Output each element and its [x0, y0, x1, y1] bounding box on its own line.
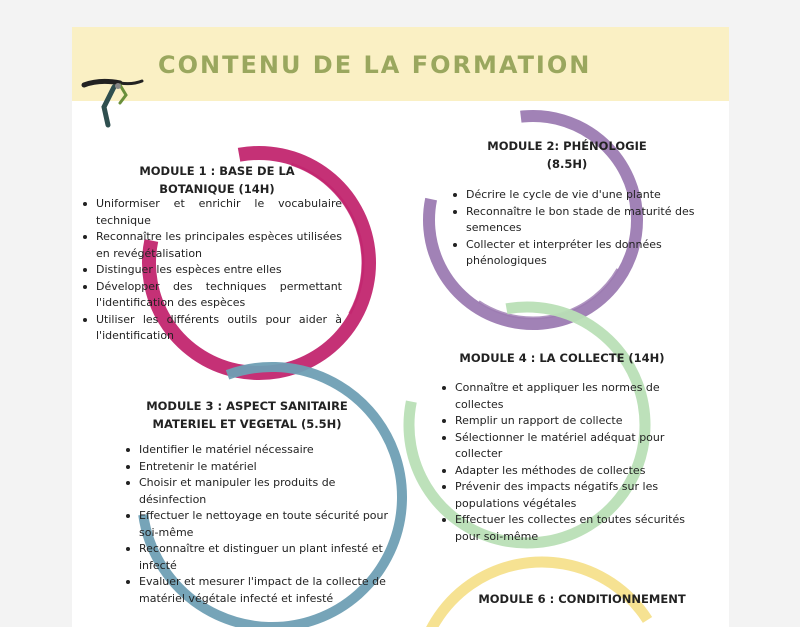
list-item: Evaluer et mesurer l'impact de la collecte de matériel végétale infecté et infesté	[125, 574, 405, 607]
list-item: Développer des techniques permettant l'identification des espèces	[82, 279, 342, 312]
module2-title: MODULE 2: PHÉNOLOGIE (8.5H)	[487, 139, 647, 171]
list-item: Remplir un rapport de collecte	[441, 413, 711, 430]
module4-list	[441, 380, 711, 545]
list-item: Décrire le cycle de vie d'une plante	[452, 187, 697, 204]
list-item: Utiliser les différents outils pour aider à l'identification	[82, 312, 342, 345]
module3-title: MODULE 3 : ASPECT SANITAIRE MATERIEL ET VEGETAL (5.5H)	[146, 399, 348, 431]
module6-title: MODULE 6 : CONDITIONNEMENT	[478, 592, 686, 606]
list-item: Uniformiser et enrichir le vocabulaire technique	[82, 196, 342, 229]
module2-list	[452, 187, 697, 270]
list-item: Connaître et appliquer les normes de collectes	[441, 380, 711, 413]
module1-list	[82, 196, 342, 345]
list-item: Reconnaître les principales espèces utilisées en revégétalisation	[82, 229, 342, 262]
list-item: Choisir et manipuler les produits de désinfection	[125, 475, 405, 508]
list-item: Reconnaître le bon stade de maturité des semences	[452, 204, 697, 237]
list-item: Effectuer le nettoyage en toute sécurité pour soi-même	[125, 508, 405, 541]
module1-title: MODULE 1 : BASE DE LA BOTANIQUE (14H)	[139, 164, 295, 196]
list-item: Reconnaître et distinguer un plant infesté et infecté	[125, 541, 405, 574]
pruning-shears-icon	[80, 73, 150, 131]
list-item: Distinguer les espèces entre elles	[82, 262, 342, 279]
document-page	[72, 27, 729, 627]
list-item: Prévenir des impacts négatifs sur les populations végétales	[441, 479, 711, 512]
list-item: Effectuer les collectes en toutes sécurités pour soi-même	[441, 512, 711, 545]
page-title: CONTENU DE LA FORMATION	[158, 51, 592, 79]
list-item: Identifier le matériel nécessaire	[125, 442, 405, 459]
module4-title: MODULE 4 : LA COLLECTE (14H)	[459, 351, 665, 365]
list-item: Adapter les méthodes de collectes	[441, 463, 711, 480]
list-item: Sélectionner le matériel adéquat pour collecter	[441, 430, 711, 463]
module6-circle	[397, 542, 687, 627]
list-item: Collecter et interpréter les données phénologiques	[452, 237, 697, 270]
list-item: Entretenir le matériel	[125, 459, 405, 476]
module3-list	[125, 442, 405, 607]
